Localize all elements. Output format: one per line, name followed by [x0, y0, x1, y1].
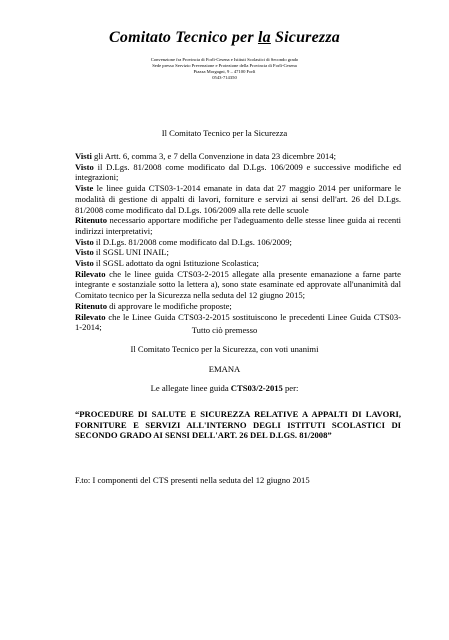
premesso-line: Tutto ciò premesso: [191, 325, 258, 335]
paragraph-text: il D.Lgs. 81/2008 come modificato dal D.Lgs. 106/2009 e successive modifiche ed integrazioni;: [75, 161, 401, 183]
paragraph-lead: Visto: [75, 258, 94, 269]
paragraph-lead: Rilevato: [75, 311, 106, 322]
letterhead-line-sede: Sede presso Servizio Prevenzione e Protezione della Provincia di Forlì-Cesena: [152, 63, 297, 68]
paragraph-text: che le Linee Guida CTS03-2-2015 sostituiscono le precedenti Linee Guida CTS03-1-2014;: [75, 311, 401, 333]
paragraph: [75, 162, 401, 183]
title-underlined-word: la: [257, 29, 271, 46]
paragraph: [75, 237, 401, 248]
paragraph-text: di approvare le modifiche proposte;: [107, 300, 232, 311]
paragraph-text: gli Artt. 6, comma 3, e 7 della Convenzione in data 23 dicembre 2014;: [91, 151, 337, 161]
paragraph-lead: Visto: [75, 247, 94, 258]
letterhead: [0, 57, 449, 81]
allegate-suffix: per:: [282, 383, 299, 393]
intro-line: Il Comitato Tecnico per la Sicurezza: [161, 128, 288, 138]
paragraph: [75, 247, 401, 258]
letterhead-line-address: Piazza Morgagni, 9 – 47100 Forlì: [193, 69, 256, 74]
preamble-body: [75, 151, 401, 333]
letterhead-line-phone: 0543-714350: [212, 75, 237, 80]
paragraph-lead: Visto: [75, 161, 94, 172]
allegate-prefix: Le allegate linee guida: [150, 383, 231, 393]
paragraph: [75, 215, 401, 236]
paragraph-lead: Ritenuto: [75, 300, 107, 311]
paragraph-lead: Visto: [75, 236, 94, 247]
paragraph: [75, 269, 401, 301]
guideline-title-quote: “PROCEDURE DI SALUTE E SICUREZZA RELATIVE A APPALTI DI LAVORI, FORNITURE E SERVIZI ALL'INTERNO DEGLI ISTITUTI SCOLASTICI DI SECONDO GRADO AI SENSI DELL'ART. 26 DEL D.LGS. 81/2008”: [75, 409, 401, 441]
title-part-1: Comitato Tecnico per: [109, 29, 258, 46]
paragraph: [75, 151, 401, 162]
paragraph-lead: Ritenuto: [75, 215, 107, 226]
paragraph-lead: Visti: [75, 151, 92, 161]
letterhead-line-convenzione: Convenzione fra Provincia di Forlì-Cesena e Istituti Scolastici di Secondo grado: [150, 57, 299, 62]
allegate-line: [0, 383, 449, 393]
paragraph: [75, 301, 401, 312]
allegate-code: CTS03/2-2015: [230, 383, 283, 393]
paragraph-text: il SGSL UNI INAIL;: [93, 247, 169, 258]
document-title: [0, 29, 449, 47]
paragraph-text: il D.Lgs. 81/2008 come modificato dal D.Lgs. 106/2009;: [93, 236, 292, 247]
signature-line: F.to: I componenti del CTS presenti nella seduta del 12 giugno 2015: [75, 475, 310, 485]
paragraph-lead: Viste: [75, 183, 94, 194]
voti-line: Il Comitato Tecnico per la Sicurezza, con voti unanimi: [130, 344, 319, 354]
emana-line: EMANA: [208, 364, 241, 374]
paragraph: [75, 258, 401, 269]
paragraph-lead: Rilevato: [75, 268, 106, 279]
paragraph-text: che le linee guida CTS03-2-2015 allegate alla presente emanazione a farne parte integrante e sostanziale sotto la lettera a), sono state esaminate ed approvate all'unanimità dal Comitato tecnico per la Sicurezza nella seduta del 12 giugno 2015;: [75, 268, 401, 301]
paragraph-text: il SGSL adottato da ogni Istituzione Scolastica;: [93, 258, 259, 269]
paragraph-text: necessario apportare modifiche per l'adeguamento delle stesse linee guida ai recenti indirizzi interpretativi;: [75, 215, 401, 236]
paragraph-text: le linee guida CTS03-1-2014 emanate in data dat 27 maggio 2014 per uniformare le modalità di gestione di appalti di lavori, forniture e servizi ai sensi dell'art. 26 del D.Lgs. 81/2008 come modificato dal D.Lgs. 106/2009 alla rete delle scuole: [75, 183, 401, 215]
title-part-2: Sicurezza: [270, 29, 340, 46]
paragraph: [75, 183, 401, 215]
